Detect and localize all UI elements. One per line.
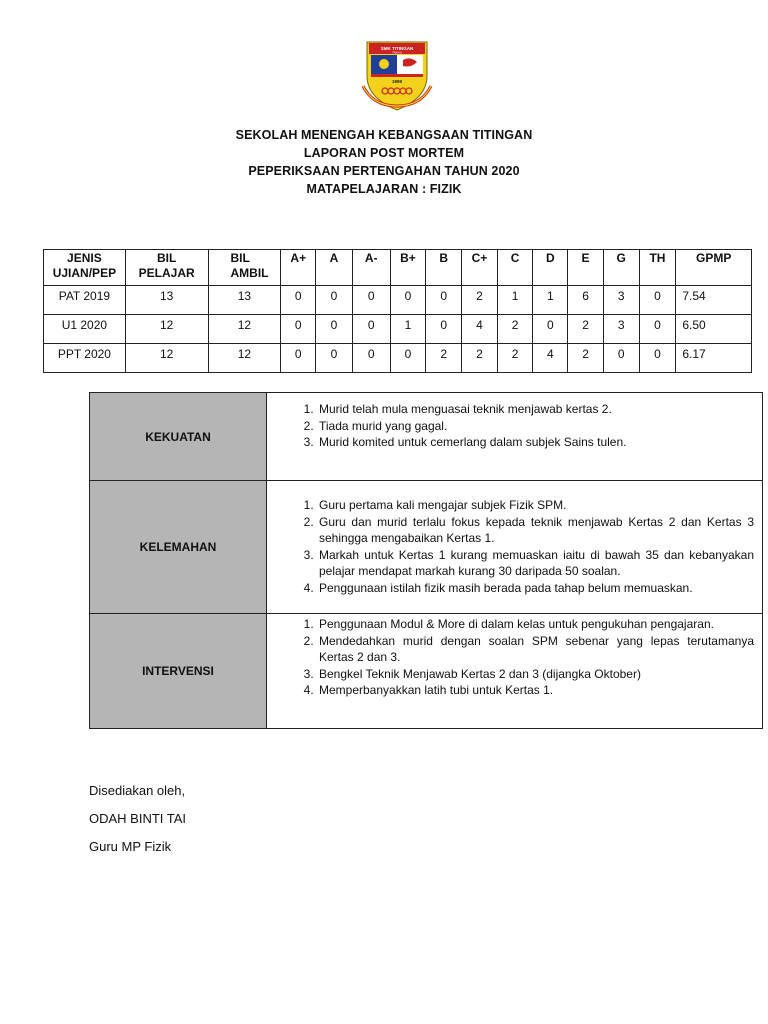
header-grade: A-: [352, 250, 390, 286]
cell-grade: 0: [426, 286, 462, 315]
table-row: [44, 315, 752, 344]
cell-grade: 0: [352, 286, 390, 315]
cell-gpmp: 7.54: [676, 286, 752, 315]
cell-grade: 2: [497, 344, 533, 373]
cell-grade: 1: [533, 286, 568, 315]
list-item: 3. Murid komited untuk cemerlang dalam subjek Sains tulen.: [317, 434, 754, 451]
signature-block: [89, 782, 186, 866]
list-item: 2. Mendedahkan murid dengan soalan SPM sebenar yang lepas terutamanya Kertas 2 dan 3.: [317, 633, 754, 666]
report-header: [0, 126, 768, 198]
header-grade: C: [497, 250, 533, 286]
cell-grade: 0: [281, 344, 316, 373]
cell-grade: 0: [390, 344, 426, 373]
cell-bil-pelajar: 12: [125, 344, 208, 373]
kelemahan-content: [267, 481, 763, 614]
kelemahan-label: KELEMAHAN: [90, 481, 267, 614]
cell-grade: 2: [568, 315, 604, 344]
prepared-by-label: Disediakan oleh,: [89, 783, 186, 798]
kekuatan-content: [267, 393, 763, 481]
cell-grade: 2: [462, 286, 498, 315]
cell-gpmp: 6.17: [676, 344, 752, 373]
intervensi-list: [267, 616, 754, 699]
table-row: [44, 286, 752, 315]
cell-grade: 0: [352, 344, 390, 373]
header-grade: E: [568, 250, 604, 286]
analysis-table: [89, 392, 763, 729]
header-gpmp: GPMP: [676, 250, 752, 286]
list-item: 1. Penggunaan Modul & More di dalam kelas untuk pengukuhan pengajaran.: [317, 616, 754, 633]
cell-grade: 0: [639, 315, 676, 344]
cell-grade: 0: [281, 315, 316, 344]
analysis-row-intervensi: [90, 614, 763, 729]
exam-title: PEPERIKSAAN PERTENGAHAN TAHUN 2020: [248, 164, 520, 178]
analysis-row-kelemahan: [90, 481, 763, 614]
cell-bil-ambil: 13: [208, 286, 281, 315]
list-item: 1. Murid telah mula menguasai teknik menjawab kertas 2.: [317, 401, 754, 418]
cell-bil-ambil: 12: [208, 344, 281, 373]
cell-grade: 1: [390, 315, 426, 344]
school-name: SEKOLAH MENENGAH KEBANGSAAN TITINGAN: [235, 128, 533, 142]
cell-grade: 0: [316, 344, 353, 373]
kekuatan-label: KEKUATAN: [90, 393, 267, 481]
crest-sub-text: TAWAU: [392, 50, 402, 55]
cell-jenis: PPT 2020: [44, 344, 126, 373]
cell-grade: 0: [316, 286, 353, 315]
subject-title: MATAPELAJARAN : FIZIK: [306, 182, 462, 196]
cell-grade: 0: [639, 344, 676, 373]
header-grade: B+: [390, 250, 426, 286]
list-item: 2. Guru dan murid terlalu fokus kepada teknik menjawab Kertas 2 dan Kertas 3 sehingga mengabaikan Kertas 1.: [317, 514, 754, 547]
list-item: 4. Memperbanyakkan latih tubi untuk Kertas 1.: [317, 682, 754, 699]
list-item: 4. Penggunaan istilah fizik masih berada pada tahap belum memuaskan.: [317, 580, 754, 597]
cell-bil-ambil: 12: [208, 315, 281, 344]
cell-grade: 4: [462, 315, 498, 344]
school-crest-logo: [359, 36, 435, 112]
intervensi-content: [267, 614, 763, 729]
cell-grade: 0: [639, 286, 676, 315]
cell-grade: 0: [352, 315, 390, 344]
cell-grade: 2: [426, 344, 462, 373]
header-grade: A+: [281, 250, 316, 286]
cell-grade: 0: [533, 315, 568, 344]
cell-grade: 0: [390, 286, 426, 315]
cell-grade: 2: [568, 344, 604, 373]
intervensi-label: INTERVENSI: [90, 614, 267, 729]
cell-bil-pelajar: 12: [125, 315, 208, 344]
cell-grade: 0: [316, 315, 353, 344]
report-title: LAPORAN POST MORTEM: [303, 146, 465, 160]
cell-grade: 1: [497, 286, 533, 315]
header-grade: TH: [639, 250, 676, 286]
kelemahan-list: [267, 497, 754, 596]
kekuatan-list: [267, 401, 754, 451]
cell-grade: 3: [603, 315, 639, 344]
cell-jenis: U1 2020: [44, 315, 126, 344]
header-bil-ambil: BIL AMBIL: [208, 250, 281, 286]
cell-jenis: PAT 2019: [44, 286, 126, 315]
table-row: [44, 344, 752, 373]
cell-bil-pelajar: 13: [125, 286, 208, 315]
preparer-name: ODAH BINTI TAI: [89, 811, 187, 826]
cell-grade: 2: [462, 344, 498, 373]
header-grade: C+: [462, 250, 498, 286]
cell-grade: 6: [568, 286, 604, 315]
cell-grade: 3: [603, 286, 639, 315]
cell-gpmp: 6.50: [676, 315, 752, 344]
header-grade: G: [603, 250, 639, 286]
results-header-row: [44, 250, 752, 286]
preparer-title: Guru MP Fizik: [89, 839, 172, 854]
list-item: 3. Bengkel Teknik Menjawab Kertas 2 dan 3 (dijangka Oktober): [317, 666, 754, 683]
header-jenis: JENIS UJIAN/PEP: [44, 250, 126, 286]
analysis-row-kekuatan: [90, 393, 763, 481]
cell-grade: 0: [603, 344, 639, 373]
cell-grade: 2: [497, 315, 533, 344]
cell-grade: 4: [533, 344, 568, 373]
cell-grade: 0: [426, 315, 462, 344]
crest-banner-text: SMK TITINGAN: [380, 46, 414, 51]
header-grade: D: [533, 250, 568, 286]
header-grade: B: [426, 250, 462, 286]
header-grade: A: [316, 250, 353, 286]
results-table: [43, 249, 752, 373]
crest-year: 1999: [391, 79, 403, 84]
cell-grade: 0: [281, 286, 316, 315]
header-bil-pelajar: BIL PELAJAR: [125, 250, 208, 286]
list-item: 3. Markah untuk Kertas 1 kurang memuaskan iaitu di bawah 35 dan kebanyakan pelajar mendapat markah kurang 30 daripada 50 soalan.: [317, 547, 754, 580]
list-item: 2. Tiada murid yang gagal.: [317, 418, 754, 435]
list-item: 1. Guru pertama kali mengajar subjek Fizik SPM.: [317, 497, 754, 514]
